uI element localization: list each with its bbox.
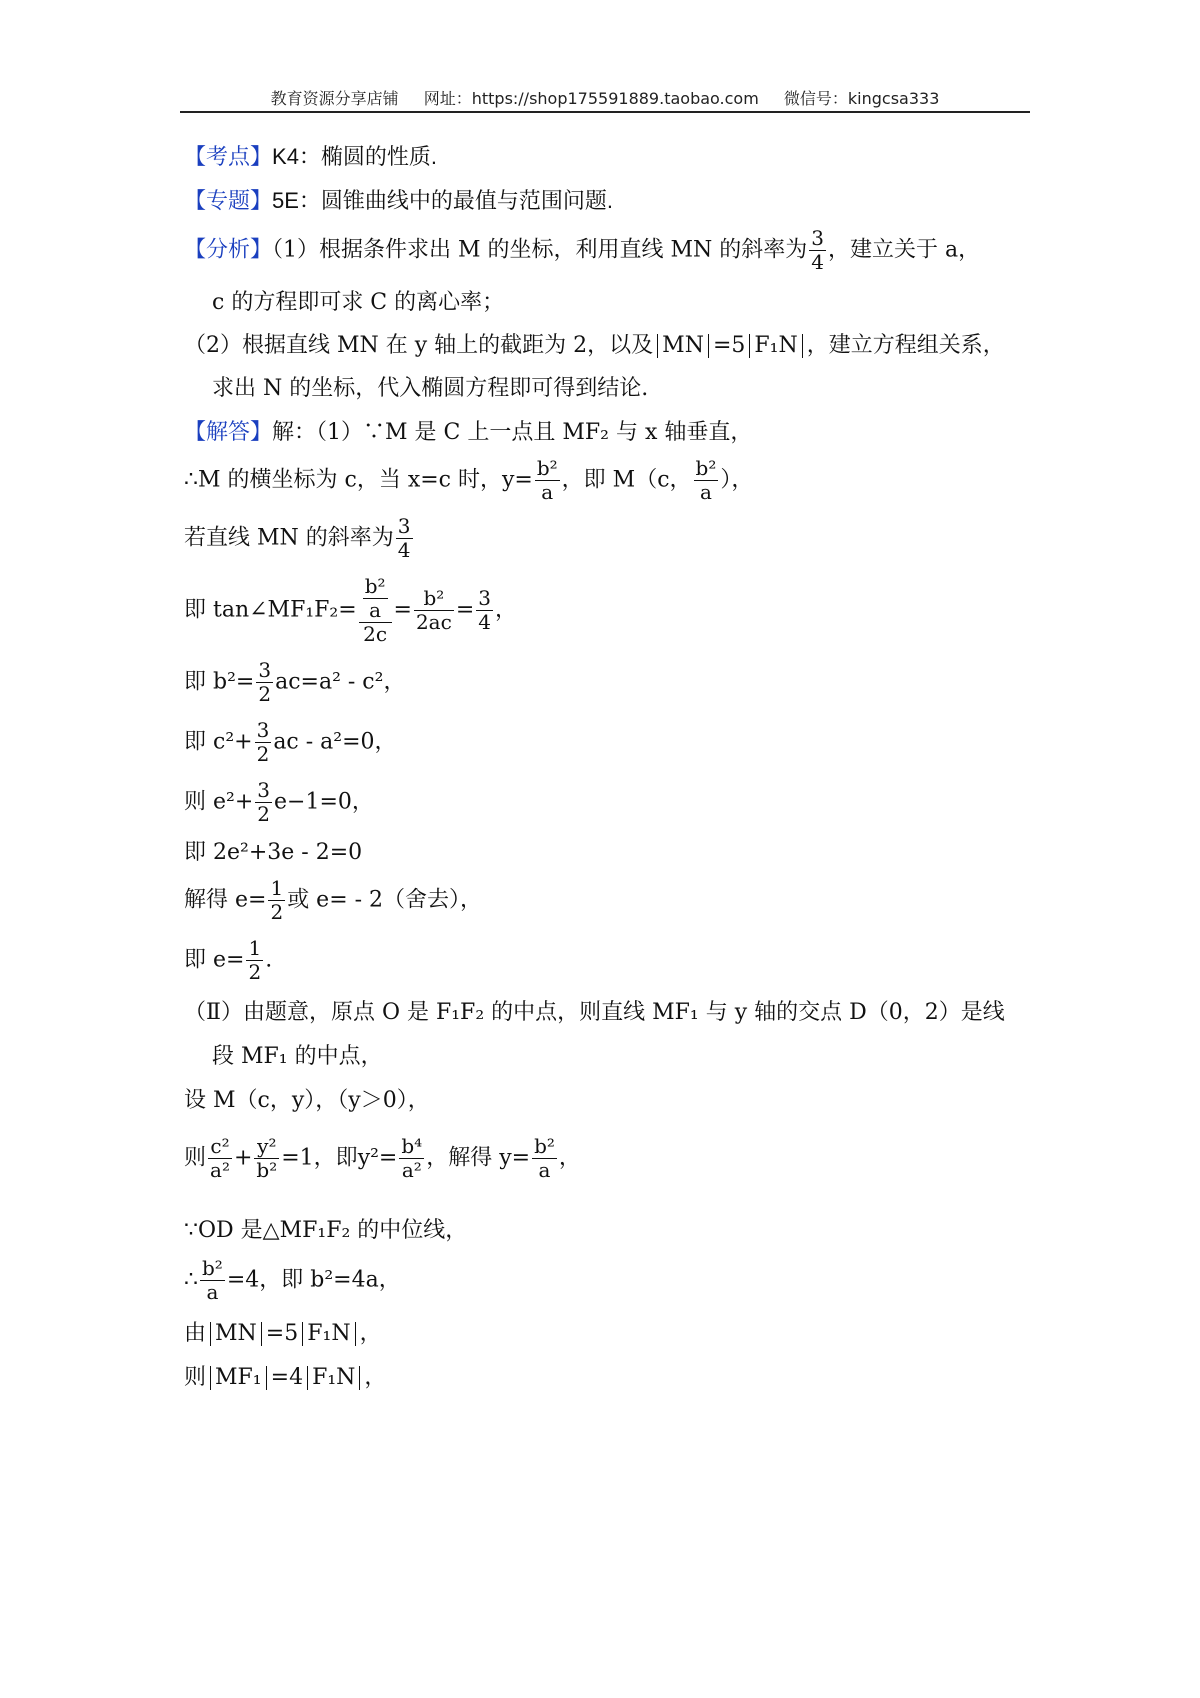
jieda-line-6: 即 c²+ $\frac{3}{2}$ ac - a²=0， (184, 718, 397, 766)
fraction-3-2: $\frac{3}{2}$ (256, 718, 270, 766)
part2-line-3: 设 M（c，y），（y＞0）， (184, 1088, 430, 1113)
page-header (180, 86, 1030, 109)
jieda-line-3: 若直线 MN 的斜率为 $\frac{3}{4}$ (184, 514, 411, 562)
fenxi-line-4: 求出 N 的坐标，代入椭圆方程即可得到结论. (212, 376, 649, 401)
jieda-line-9: 解得 e= $\frac{1}{2}$ 或 e= - 2（舍去）， (184, 876, 483, 924)
jieda-line-10: 即 e= $\frac{1}{2}$ . (184, 936, 273, 984)
header-rule (180, 111, 1030, 113)
jieda-line-5: 即 b²= $\frac{3}{2}$ ac=a² - c²， (184, 658, 406, 706)
fenxi-line-3: （2）根据直线 MN 在 y 轴上的截距为 2，以及 MN =5 F₁N ，建立方程组关系， (184, 333, 1005, 358)
part2-line-8: 则 MF₁ =4 F₁N ， (184, 1365, 387, 1390)
fenxi-line-2: c 的方程即可求 C 的离心率； (212, 290, 505, 315)
fraction-1-2: $\frac{1}{2}$ (270, 876, 284, 924)
fraction-y2-b2: $\frac{\text{y²}}{\text{b²}}$ (256, 1134, 278, 1182)
jieda-line-7: 则 e²+ $\frac{3}{2}$ e−1=0， (184, 778, 374, 826)
shop-url: 网址：https://shop175591889.taobao.com (423, 89, 759, 108)
part2-line-4: 则 $\frac{\text{c²}}{\text{a²}}$ + $\frac{\text{y²}}{\text{b²}}$ =1，即y²= $\frac{\text{b⁴}}{\text{a²}}$ ，解得 y= $\frac{\text{b²}}{a}$ ， (184, 1134, 581, 1182)
abs-f1n: F₁N (754, 333, 798, 358)
jieda-line-2: ∴M 的横坐标为 c，当 x=c 时，y= $\frac{\text{b²}}{a}$ ，即 M（c， $\frac{\text{b²}}{a}$ ）， (184, 456, 754, 504)
part2-line-5: ∵OD 是△MF₁F₂ 的中位线， (184, 1218, 468, 1243)
part2-line-6: ∴ $\frac{\text{b²}}{a}$ =4，即 b²=4a， (184, 1256, 401, 1304)
part2-line-7: 由 MN =5 F₁N ， (184, 1321, 382, 1346)
fenxi-line-1 (184, 228, 980, 273)
part2-line-2: 段 MF₁ 的中点， (212, 1044, 383, 1069)
fraction-3-4: $\frac{3}{4}$ (397, 514, 411, 562)
jieda-line-8: 即 2e²+3e - 2=0 (184, 840, 363, 865)
kaodian-line (184, 146, 437, 169)
zhuanti-tag: 【专题】 (184, 189, 273, 214)
fraction-1-2: $\frac{1}{2}$ (248, 936, 262, 984)
fraction-3-4: $\frac{3}{4}$ (478, 586, 491, 634)
fraction-3-4: $\frac{3}{4}$ (811, 226, 825, 274)
zhuanti-text: 5E：圆锥曲线中的最值与范围问题. (272, 188, 614, 213)
fraction-b4-a2: $\frac{\text{b⁴}}{\text{a²}}$ (401, 1134, 423, 1182)
fraction-b2-a: $\frac{\text{b²}}{a}$ (202, 1256, 223, 1304)
fenxi-text-1a: （1）根据条件求出 M 的坐标，利用直线 MN 的斜率为 (272, 237, 808, 263)
fraction-b2-2ac: $\frac{\text{b²}}{2ac}$ (415, 586, 452, 634)
wechat-id: 微信号：kingcsa333 (783, 89, 940, 108)
jieda-line-4: 即 tan∠MF₁F₂= $\frac{\frac{\text{b²}}{a}}{2c}$ = $\frac{\text{b²}}{2ac}$ = $\frac{3}{4}$ ， (184, 574, 517, 646)
fenxi-text-1b: ，建立关于 a， (828, 237, 981, 263)
jieda-tag: 【解答】 (184, 420, 273, 445)
fraction-3-2: $\frac{3}{2}$ (258, 658, 272, 706)
part2-line-1: （Ⅱ）由题意，原点 O 是 F₁F₂ 的中点，则直线 MF₁ 与 y 轴的交点 D（0，2）是线 (184, 1000, 1005, 1025)
shop-name: 教育资源分享店铺 (270, 89, 399, 108)
fraction-b2-a: $\frac{\text{b²}}{a}$ (534, 1134, 555, 1182)
fraction-tan: $\frac{\frac{\text{b²}}{a}}{2c}$ (359, 576, 392, 645)
zhuanti-line (184, 190, 613, 213)
kaodian-text: K4：椭圆的性质. (272, 144, 438, 169)
fenxi-tag: 【分析】 (184, 237, 273, 263)
abs-mn: MN (662, 333, 704, 358)
fraction-c2-a2: $\frac{\text{c²}}{\text{a²}}$ (210, 1134, 230, 1182)
fraction-b2-a: $\frac{\text{b²}}{a}$ (536, 456, 558, 504)
kaodian-tag: 【考点】 (184, 145, 273, 170)
fraction-b2-a: $\frac{\text{b²}}{a}$ (695, 456, 717, 504)
jieda-line-1: 【解答】解：（1）∵M 是 C 上一点且 MF₂ 与 x 轴垂直， (184, 420, 753, 445)
fraction-3-2: $\frac{3}{2}$ (257, 778, 271, 826)
